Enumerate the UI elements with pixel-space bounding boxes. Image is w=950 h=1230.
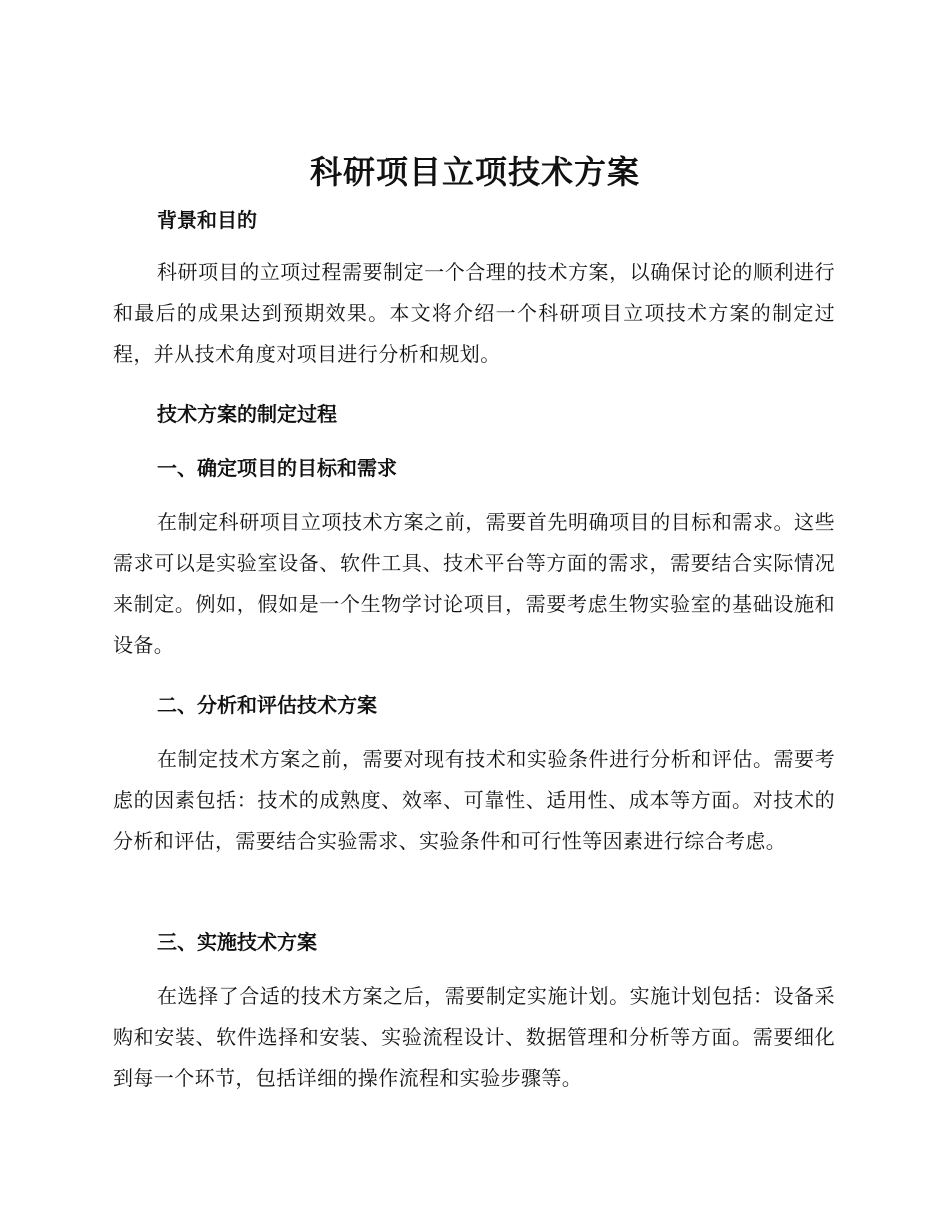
section-paragraph-goals: 在制定科研项目立项技术方案之前，需要首先明确项目的目标和需求。这些需求可以是实验室设备、软件工具、技术平台等方面的需求，需要结合实际情况来制定。例如，假如是一个生物学讨论项目，需要考虑生物实验室的基础设施和设备。	[113, 510, 835, 657]
section-heading-background: 背景和目的	[157, 208, 257, 232]
section-heading-process: 技术方案的制定过程	[157, 402, 337, 426]
section-heading-implementation: 三、实施技术方案	[157, 930, 317, 954]
section-heading-analysis: 二、分析和评估技术方案	[157, 693, 377, 717]
section-heading-goals: 一、确定项目的目标和需求	[157, 456, 397, 480]
section-paragraph-analysis: 在制定技术方案之前，需要对现有技术和实验条件进行分析和评估。需要考虑的因素包括：技术的成熟度、效率、可靠性、适用性、成本等方面。对技术的分析和评估，需要结合实验需求、实验条件和可行性等因素进行综合考虑。	[113, 747, 835, 853]
section-paragraph-background: 科研项目的立项过程需要制定一个合理的技术方案，以确保讨论的顺利进行和最后的成果达到预期效果。本文将介绍一个科研项目立项技术方案的制定过程，并从技术角度对项目进行分析和规划。	[113, 260, 835, 366]
section-paragraph-implementation: 在选择了合适的技术方案之后，需要制定实施计划。实施计划包括：设备采购和安装、软件选择和安装、实验流程设计、数据管理和分析等方面。需要细化到每一个环节，包括详细的操作流程和实验步骤等。	[113, 984, 835, 1090]
document-title: 科研项目立项技术方案	[309, 153, 640, 191]
